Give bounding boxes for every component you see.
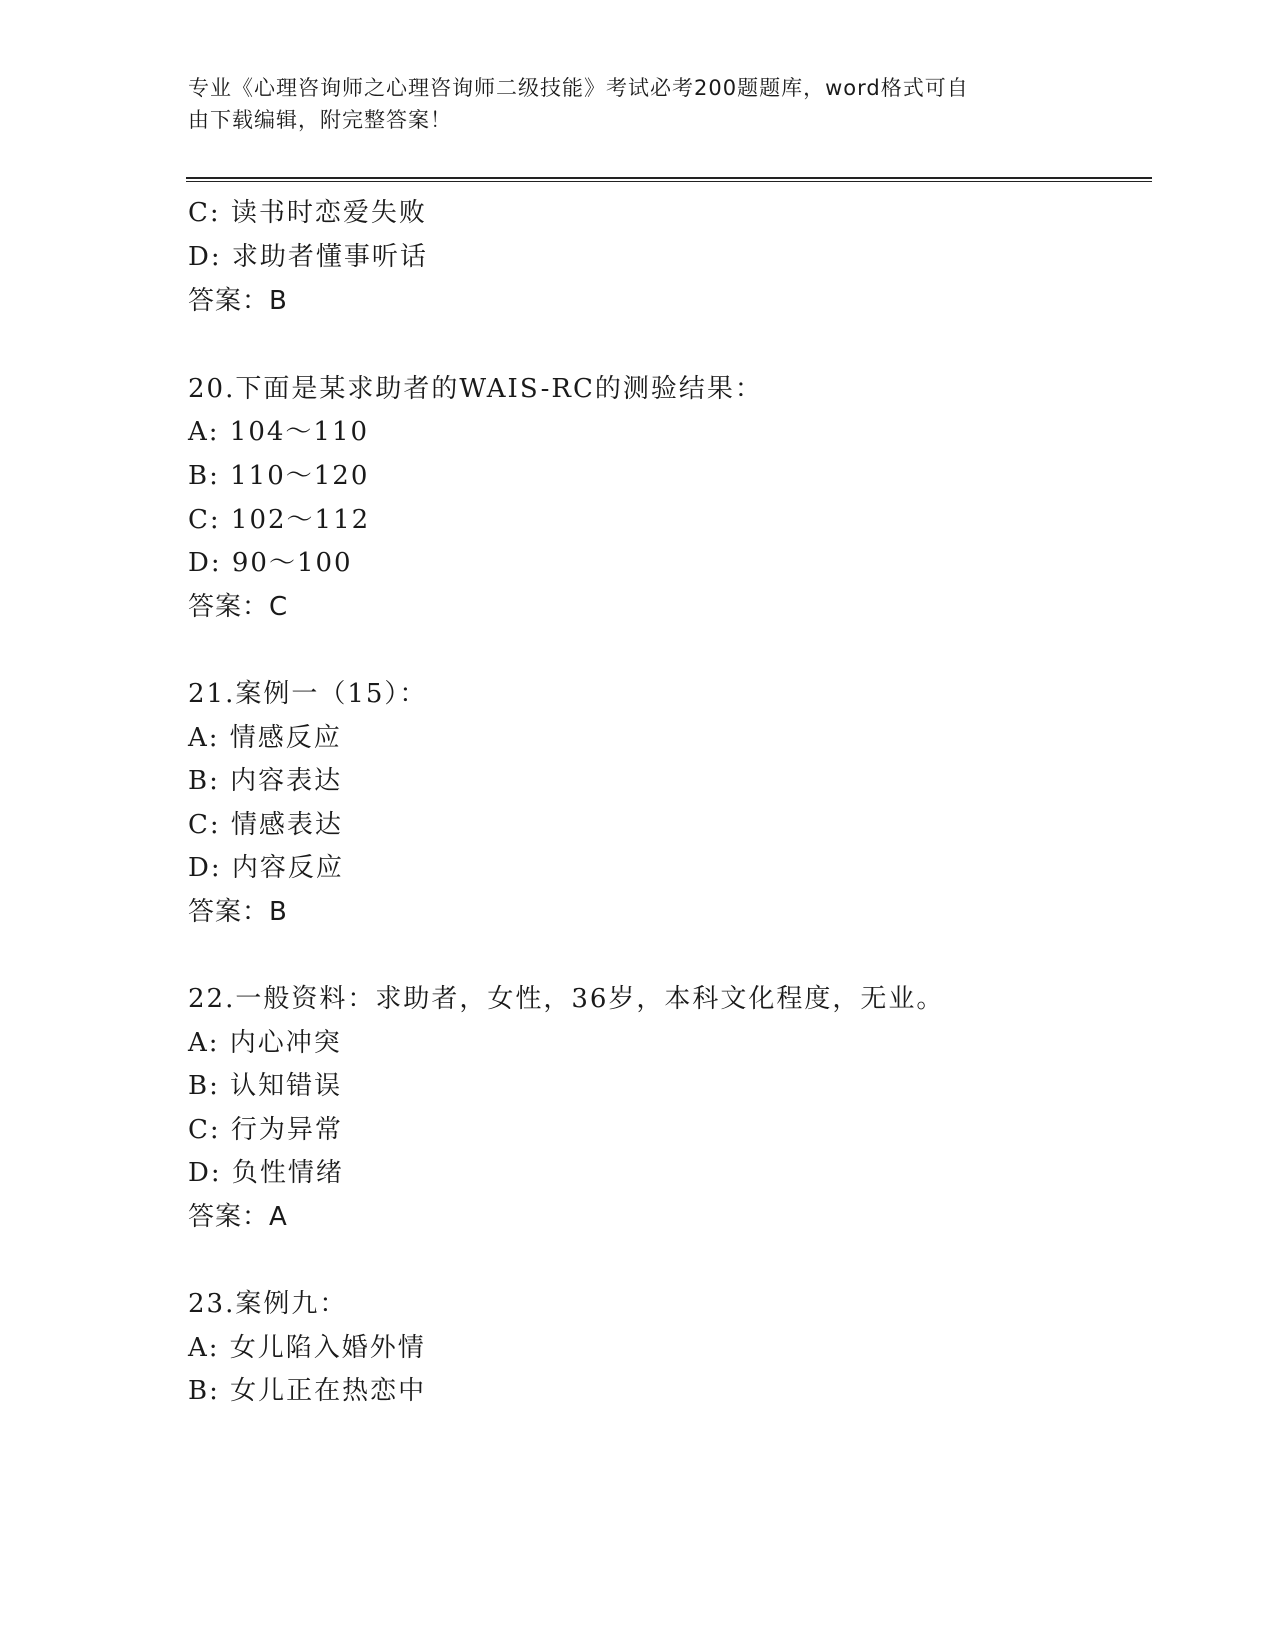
q22-question: 22.一般资料：求助者，女性，36岁，本科文化程度，无业。 bbox=[188, 984, 945, 1014]
header-divider-thick bbox=[186, 177, 1152, 179]
q20-question: 20.下面是某求助者的WAIS-RC的测验结果： bbox=[188, 374, 763, 404]
q23-option-b: B: 女儿正在热恋中 bbox=[188, 1376, 427, 1406]
prev-option-d: D: 求助者懂事听话 bbox=[188, 242, 428, 272]
q23-option-a: A: 女儿陷入婚外情 bbox=[188, 1333, 426, 1363]
q20-option-c: C: 102～112 bbox=[188, 505, 371, 535]
q23-question: 23.案例九： bbox=[188, 1289, 348, 1319]
q22-option-b: B: 认知错误 bbox=[188, 1071, 343, 1101]
q22-option-d: D: 负性情绪 bbox=[188, 1158, 344, 1188]
q22-option-a: A: 内心冲突 bbox=[188, 1028, 342, 1058]
q22-option-c: C: 行为异常 bbox=[188, 1115, 343, 1145]
q21-answer: 答案：B bbox=[188, 897, 288, 927]
header-line-1: 专业《心理咨询师之心理咨询师二级技能》考试必考200题题库，word格式可自 bbox=[188, 76, 969, 100]
q21-option-b: B: 内容表达 bbox=[188, 766, 343, 796]
q22-answer: 答案：A bbox=[188, 1202, 288, 1232]
q20-option-a: A: 104～110 bbox=[188, 417, 370, 447]
q20-option-d: D: 90～100 bbox=[188, 548, 353, 578]
q21-option-c: C: 情感表达 bbox=[188, 810, 343, 840]
q20-answer: 答案：C bbox=[188, 592, 289, 622]
header-line-2: 由下载编辑，附完整答案！ bbox=[188, 108, 452, 132]
q21-option-a: A: 情感反应 bbox=[188, 723, 342, 753]
prev-answer: 答案：B bbox=[188, 286, 288, 316]
q21-option-d: D: 内容反应 bbox=[188, 853, 344, 883]
q20-option-b: B: 110～120 bbox=[188, 461, 370, 491]
document-header bbox=[188, 72, 1088, 136]
header-divider-thin bbox=[186, 181, 1152, 182]
prev-option-c: C: 读书时恋爱失败 bbox=[188, 198, 427, 228]
q21-question: 21.案例一（15）： bbox=[188, 679, 428, 709]
